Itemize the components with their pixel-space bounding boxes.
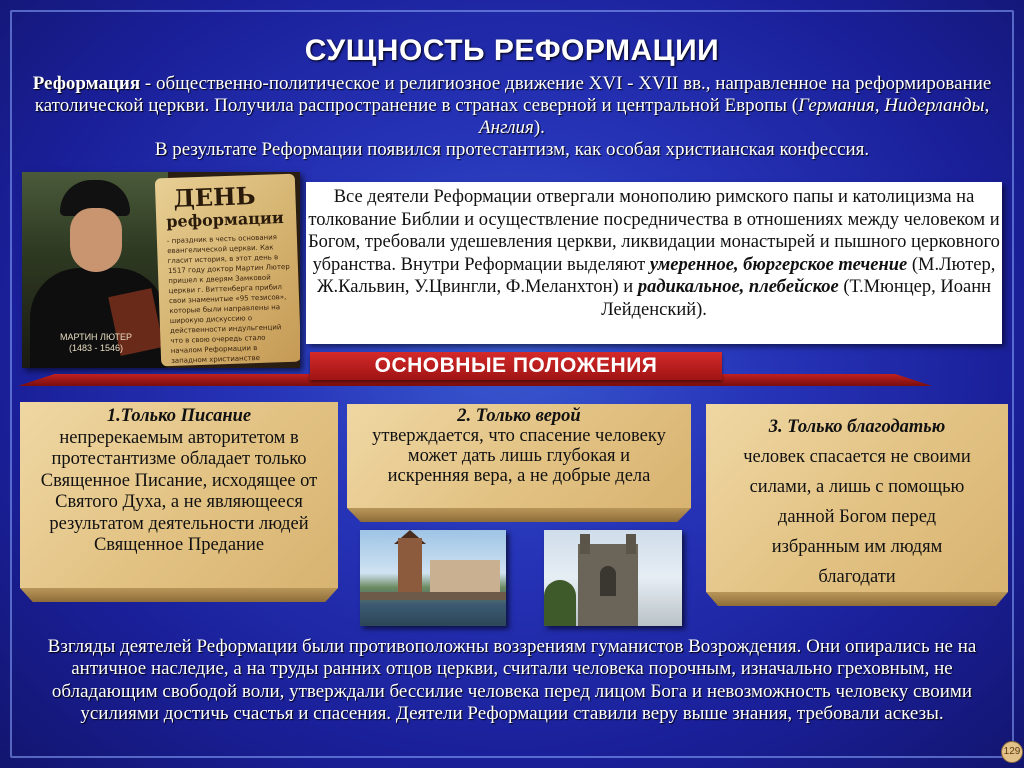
bottom-text: Взгляды деятелей Реформации были противоположны воззрениям гуманистов Возрождения. Они опирались не на античное наследие, а на труды ранних отцов церкви, считали человека порочным, изначально греховным, не обладающим свободой воли, утверждали бессилие человека перед лицом Бога и невозможность человеку своими усилиями достичь счастья и спасения. Деятели Реформации ставили веру выше знания, требовали аскезы.: [47, 636, 977, 724]
section-header: [310, 352, 722, 380]
tree: [544, 580, 576, 626]
scroll-subtitle: реформации: [165, 208, 285, 232]
scroll-text: - праздник в честь основания евангелической церкви. Как гласит история, в этот день в 1517 году доктор Мартин Лютер пришел к дверям Замковой церкви г. Виттенберга прибил свои знаменитые «95 тезисов», которые были направлены на широкую дискуссию о действенности индульгенций что в свою очередь стало началом Реформации в западном христианстве: [166, 233, 290, 366]
principle-title: 3. Только благодатью: [768, 417, 946, 437]
principle-title: 1.Только Писание: [106, 406, 252, 426]
bridge: [360, 592, 506, 600]
info-box: [306, 182, 1002, 344]
info-text-2: (М.Лютер, Ж.Кальвин, У.Цвингли, Ф.Меланхтон) и: [316, 254, 996, 297]
scroll-title: ДЕНЬ: [172, 181, 257, 213]
intro-text: [32, 73, 992, 161]
reformation-day-scroll: [155, 174, 300, 367]
intro-line2: В результате Реформации появился протестантизм, как особая христианская конфессия.: [154, 139, 870, 160]
section-header-label: ОСНОВНЫЕ ПОЛОЖЕНИЯ: [374, 354, 658, 377]
info-text-3: (Т.Мюнцер, Иоанн Лейденский).: [601, 277, 991, 320]
spire-left: [580, 534, 590, 554]
tower: [398, 538, 422, 600]
portrait-face: [70, 208, 122, 272]
intro-term: Реформация: [32, 73, 141, 94]
cathedral-window: [600, 566, 616, 596]
principle-card-grace: [706, 404, 1008, 592]
houses: [430, 560, 500, 594]
principle-card-faith: [347, 404, 691, 508]
principle-card-scripture: [20, 402, 338, 588]
principle-body: человек спасается не своими силами, а лишь с помощью данной Богом перед избранным им людям благодати: [743, 447, 971, 587]
info-moderate: умеренное, бюргерское течение: [649, 254, 908, 275]
luther-portrait-image: [22, 172, 300, 368]
intro-countries: Германия, Нидерланды, Англия: [479, 95, 990, 138]
principle-body: утверждается, что спасение человеку может дать лишь глубокая и искренняя вера, а не добрые дела: [372, 426, 666, 486]
portrait-caption-years: (1483 - 1546): [68, 343, 124, 353]
intro-definition-end: ).: [533, 117, 545, 138]
info-text-1: Все деятели Реформации отвергали монополию римского папы и католицизма на толкование Библии и осуществление посредничества в отношениях между человеком и Богом, требовали удешевления церкви, ликвидации монастырей и пышного церковного убранства. Внутри Реформации выделяют: [308, 187, 1000, 275]
portrait-caption: [26, 332, 166, 354]
page-title: СУЩНОСТЬ РЕФОРМАЦИИ: [304, 34, 720, 67]
portrait-painting: [22, 172, 168, 368]
strasbourg-photo: [360, 530, 506, 626]
portrait-caption-name: МАРТИН ЛЮТЕР: [59, 332, 133, 342]
info-radical: радикальное, плебейское: [637, 277, 839, 297]
page-number-badge: 129: [1001, 741, 1023, 763]
intro-definition: - общественно-политическое и религиозное движение XVI - XVII вв., направленное на реформирование католической церкви. Получила распространение в странах северной и центральной Европы (: [34, 73, 992, 116]
spire-right: [626, 534, 636, 554]
cathedral-photo: [544, 530, 682, 626]
info-box-text: [306, 186, 1002, 321]
principle-title: 2. Только верой: [457, 406, 581, 426]
principle-body: непререкаемым авторитетом в протестантизме обладает только Священное Писание, исходящее от Святого Духа, а не являющееся результатом деятельности людей Священное Предание: [40, 427, 318, 555]
